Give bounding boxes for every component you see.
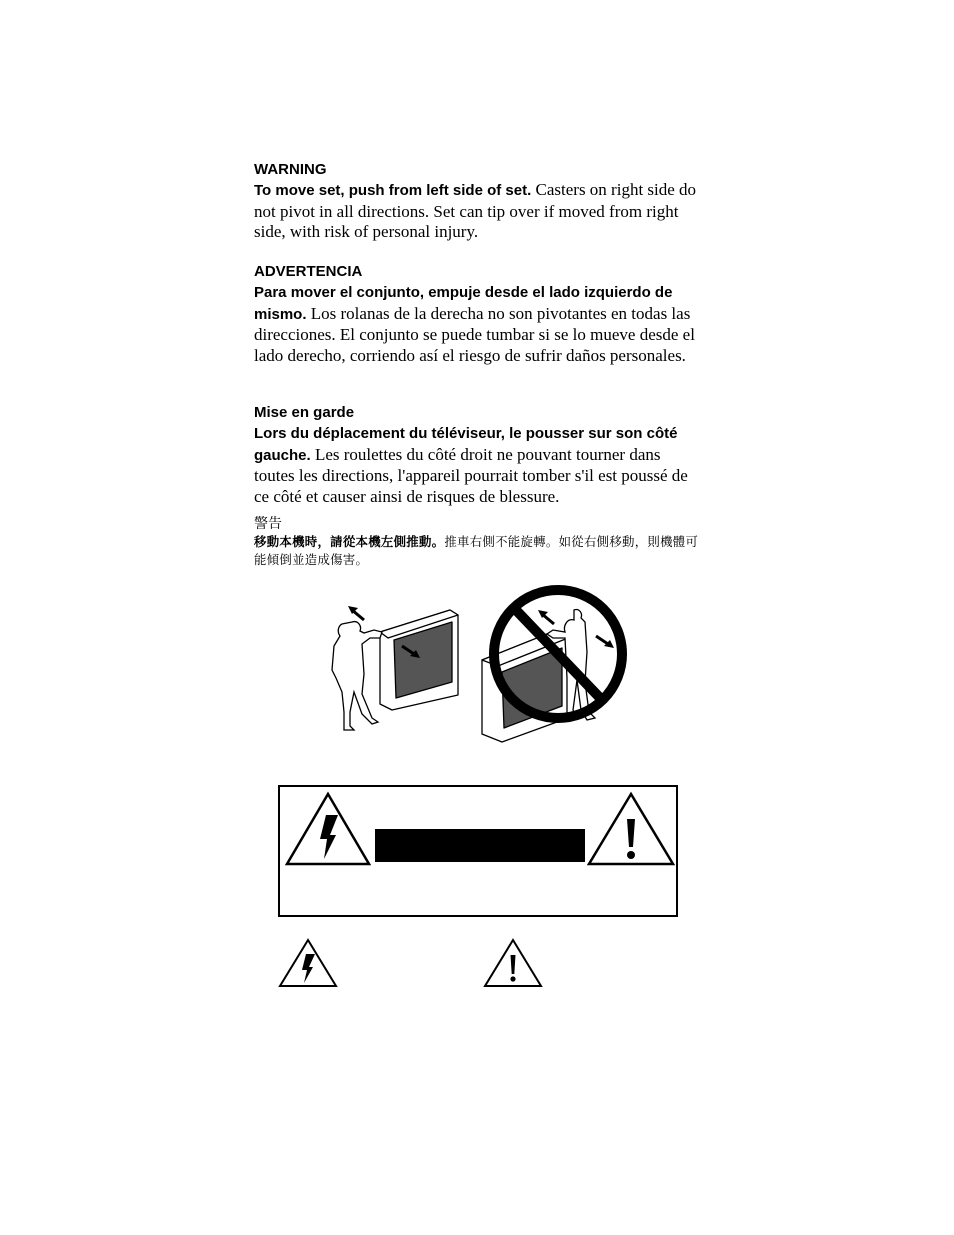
warning-lead-es: Para mover el conjunto, empuje desde el lado izquierdo de mismo.: [254, 284, 673, 323]
exclamation-icon: [586, 791, 676, 867]
warning-heading-en: WARNING: [254, 161, 327, 178]
warning-text-zh: [254, 533, 709, 569]
warning-lead-fr: Lors du déplacement du téléviseur, le pousser sur son côté gauche.: [254, 425, 678, 464]
warning-heading-es: ADVERTENCIA: [254, 263, 363, 280]
warning-text-es: [254, 282, 699, 366]
warning-body-es: Los rolanas de la derecha no son pivotantes en todas las direcciones. El conjunto se puede tumbar si se lo mueve desde el lado derecho, corriendo así el riesgo de sufrir daños personales.: [254, 303, 695, 365]
person-figure: [332, 622, 382, 730]
warning-text-en: [254, 180, 699, 243]
warning-body-zh: 推車右側不能旋轉。如從右側移動，則機體可能傾倒並造成傷害。: [254, 534, 699, 567]
caution-label-bar: [375, 829, 585, 862]
warning-section-es: [254, 262, 714, 366]
caution-box: [278, 785, 678, 917]
lightning-bolt-icon: [284, 791, 372, 867]
warning-heading-fr: Mise en garde: [254, 404, 355, 421]
warning-lead-zh: 移動本機時，請從本機左側推動。: [254, 534, 445, 549]
warning-text-fr: [254, 423, 704, 507]
warning-section-zh: [254, 515, 714, 569]
warning-heading-zh: 警告: [254, 516, 282, 532]
warning-body-en: Casters on right side do not pivot in all directions. Set can tip over if moved from right side, with risk of personal injury.: [254, 180, 697, 242]
warning-section-en: [254, 160, 714, 243]
tv-push-right-prohibited-illustration: [472, 582, 632, 744]
warning-section-fr: [254, 403, 714, 507]
tv-push-left-illustration: [330, 600, 460, 745]
warning-lead-en: To move set, push from left side of set.: [254, 182, 532, 199]
lightning-bolt-icon: [278, 938, 338, 988]
push-arrow-icon: [348, 606, 364, 620]
warning-body-fr: Les roulettes du côté droit ne pouvant tourner dans toutes les directions, l'appareil pourrait tomber s'il est poussé de ce côté et causer ainsi de risques de blessure.: [254, 444, 688, 506]
exclamation-icon: [483, 938, 543, 988]
